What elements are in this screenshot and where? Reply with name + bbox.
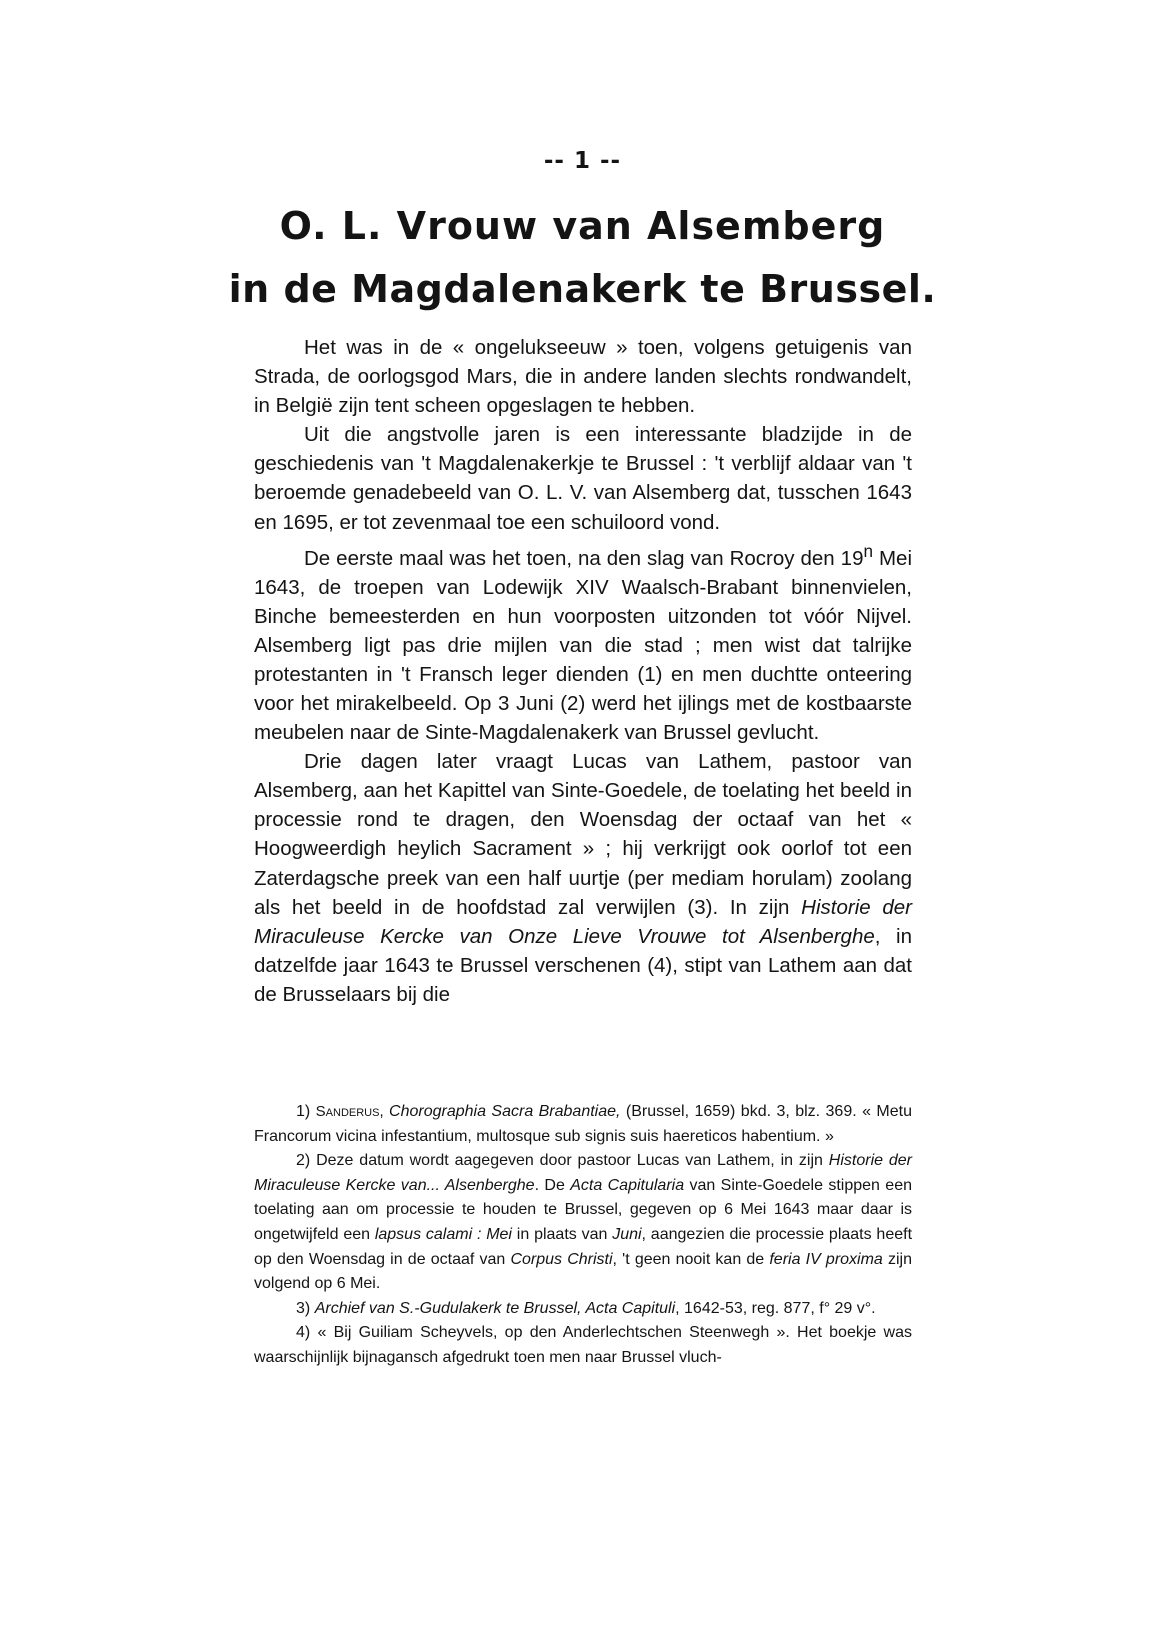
footnote-2-t4: in plaats van <box>511 1225 613 1243</box>
paragraph-3-text-b: Mei 1643, de troepen van Lodewijk XIV Waalsch-Brabant binnenvielen, Binche bemeesterden en hun voorposten uitzonden tot vóór Nijvel. Alsemberg ligt pas drie mijlen van die stad ; men wist dat talrijke protestanten in 't Fransch leger dienden (1) en men duchtte onteering voor het mirakelbeeld. Op 3 Juni (2) werd het ijlings met de kostbaarste meubelen naar de Sinte-Magdalenakerk van Brussel gevlucht. <box>254 546 912 745</box>
footnote-3 <box>254 1297 912 1322</box>
footnote-2-t7: zijn volgend op 6 Mei. <box>254 1250 913 1293</box>
footnote-2-i4: Juni <box>612 1225 642 1243</box>
footnote-2-t1: Deze datum wordt aagegeven door pastoor Lucas van Lathem, in zijn <box>316 1152 829 1170</box>
footnote-3-t1: , 1642-53, reg. 877, f° 29 v°. <box>675 1299 876 1317</box>
footnote-1-number: 1) <box>296 1103 311 1120</box>
paragraph-1-text: Het was in de « ongelukseeuw » toen, volgens getuigenis van Strada, de oorlogsgod Mars, die in andere landen slechts rondwandelt, in België zijn tent scheen opgeslagen te hebben. <box>254 336 912 418</box>
footnote-2-i6: feria IV proxima <box>769 1250 883 1268</box>
paragraph-4-text-b: , in datzelfde jaar 1643 te Brussel verschenen (4), stipt van Lathem aan dat de Brusselaars bij die <box>254 924 912 1006</box>
paragraph-3-text-a: De eerste maal was het toen, na den slag van Rocroy den 19 <box>304 546 864 570</box>
paragraph-1 <box>254 333 912 420</box>
footnote-2-t3: van Sinte-Goedele stippen een toelating aan om processie te houden te Brussel, gegeven op 6 Mei 1643 maar daar is ongetwijfeld een <box>254 1176 913 1243</box>
footnote-4-number: 4) <box>296 1324 311 1342</box>
footnote-3-number: 3) <box>296 1299 311 1317</box>
footnote-3-i1: Archief van S.-Gudulakerk te Brussel, Acta Capituli <box>314 1299 676 1317</box>
footnote-2-i1: Historie der Miraculeuse Kercke van... Alsenberghe <box>254 1152 912 1194</box>
footnote-2-i2: Acta Capitularia <box>570 1176 685 1194</box>
footnotes <box>254 1100 912 1371</box>
title-line-1: O. L. Vrouw van Alsemberg <box>279 204 886 248</box>
footnote-2-i3: lapsus calami : Mei <box>374 1225 512 1243</box>
footnote-2 <box>254 1149 912 1297</box>
footnote-2-number: 2) <box>296 1152 311 1170</box>
title-line-2: in de Magdalenakerk te Brussel. <box>228 267 937 311</box>
footnote-2-t5: , aangezien die processie plaats heeft op den Woensdag in de octaaf van <box>254 1225 913 1268</box>
footnote-2-t2: . De <box>534 1176 571 1194</box>
footnote-2-i5: Corpus Christi <box>510 1250 613 1268</box>
paragraph-3 <box>254 537 912 747</box>
paragraph-4-text-a: Drie dagen later vraagt Lucas van Lathem, pastoor van Alsemberg, aan het Kapittel van Sinte-Goedele, de toelating het beeld in processie rond te dragen, den Woensdag der octaaf van het « Hoogweerdigh heylich Sacrament » ; hij verkrijgt ook oorlof tot een Zaterdagsche preek van een half uurtje (per mediam horulam) zoolang als het beeld in de hoofdstad zal verwijlen (3). In zijn <box>254 750 912 919</box>
body-text <box>254 333 912 1009</box>
footnote-4 <box>254 1321 912 1370</box>
footnote-1 <box>254 1100 912 1149</box>
footnote-1-author: Sanderus, <box>315 1103 384 1120</box>
paragraph-2 <box>254 420 912 536</box>
paragraph-4 <box>254 747 912 1009</box>
paragraph-2-text: Uit die angstvolle jaren is een interessante bladzijde in de geschiedenis van 't Magdalenakerkje te Brussel : 't verblijf aldaar van 't beroemde genadebeeld van O. L. V. van Alsemberg dat, tusschen 1643 en 1695, er tot zevenmaal toe een schuiloord vond. <box>254 423 912 534</box>
paragraph-4-book-title: Historie der Miraculeuse Kercke van Onze Lieve Vrouwe tot Alsenberghe <box>254 895 912 948</box>
footnote-2-t6: , 't geen nooit kan de <box>612 1250 770 1268</box>
page-number: -- 1 -- <box>543 148 622 174</box>
footnote-4-t1: « Bij Guiliam Scheyvels, op den Anderlechtschen Steenwegh ». Het boekje was waarschijnlijk bijnagansch afgedrukt toen men naar Brussel vluch- <box>254 1324 912 1366</box>
paragraph-3-superscript: n <box>863 541 873 561</box>
footnote-1-rest: (Brussel, 1659) bkd. 3, blz. 369. « Metu Francorum vicina infestantium, multosque sub signis suis haereticos habentium. » <box>254 1103 912 1145</box>
footnote-1-work: Chorographia Sacra Brabantiae, <box>389 1103 621 1120</box>
